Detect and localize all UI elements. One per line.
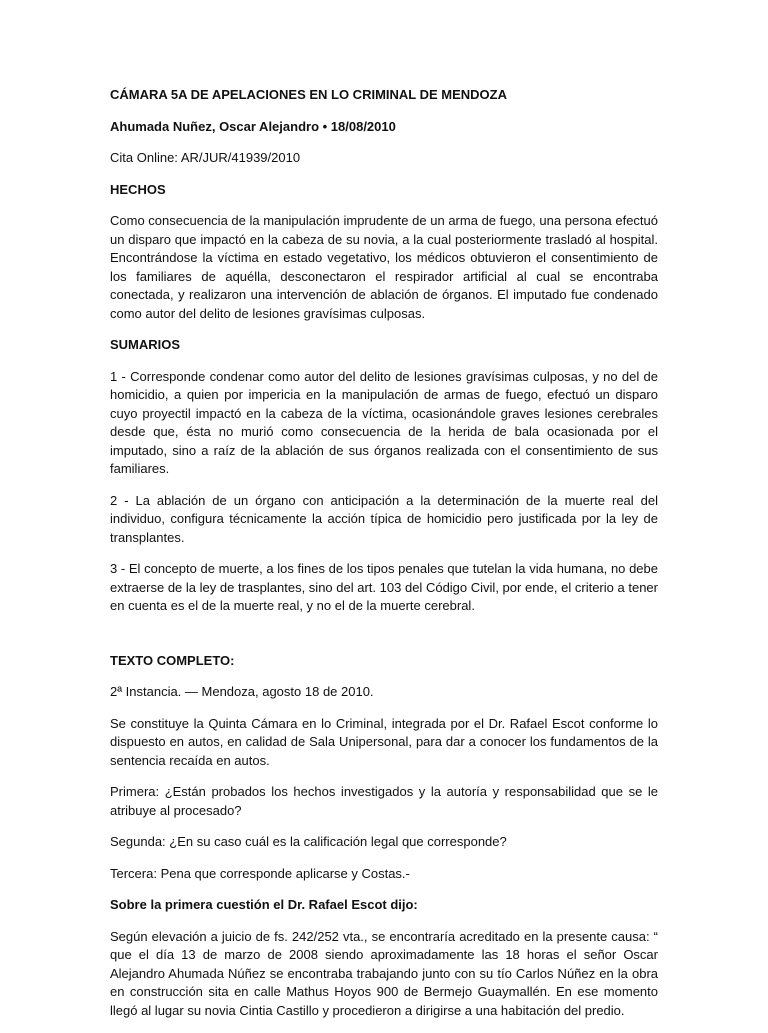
hechos-text: Como consecuencia de la manipulación imprudente de un arma de fuego, una persona efectuó un disparo que impactó en la cabeza de su novia, a la cual posteriormente trasladó al hospital. Encontrándose la víctima en estado vegetativo, los médicos obtuvieron el consentimiento de los familiares de aquélla, desconectaron el respirador artificial al cual se encontraba conectada, y realizaron una intervención de ablación de órganos. El imputado fue condenado como autor del delito de lesiones gravísimas culposas. <box>110 213 658 321</box>
sumario-item-1: 1 - Corresponde condenar como autor del delito de lesiones gravísimas culposas, y no del de homicidio, a quien por impericia en la manipulación de armas de fuego, efectuó un disparo cuyo proyectil impactó en la cabeza de la víctima, ocasionándole graves lesiones cerebrales desde que, ésta no murió como consecuencia de la herida de bala ocasionada por el imputado, sino a raíz de la ablación de sus órganos realizada con el consentimiento de sus familiares. <box>110 368 658 476</box>
sumario-item-2: 2 - La ablación de un órgano con anticipación a la determinación de la muerte real del individuo, configura técnicamente la acción típica de homicidio pero justificada por la ley de transplantes. <box>110 492 658 545</box>
citation: Cita Online: AR/JUR/41939/2010 <box>110 150 301 165</box>
case-title: Ahumada Nuñez, Oscar Alejandro • 18/08/2010 <box>110 118 396 134</box>
hechos-heading: HECHOS <box>110 181 166 197</box>
cuestion-heading: Sobre la primera cuestión el Dr. Rafael Escot dijo: <box>110 897 418 912</box>
sumario-item-3: 3 - El concepto de muerte, a los fines de los tipos penales que tutelan la vida humana, no debe extraerse de la ley de trasplantes, sino del art. 103 del Código Civil, por ende, el criterio a tener en cuenta es el de la muerte real, y no el de la muerte cerebral. <box>110 561 658 613</box>
instancia-line: 2ª Instancia. — Mendoza, agosto 18 de 2010. <box>110 684 374 699</box>
texto-completo-heading: TEXTO COMPLETO: <box>110 652 235 668</box>
question-tercera: Tercera: Pena que corresponde aplicarse y Costas.- <box>110 865 410 881</box>
sumarios-heading: SUMARIOS <box>110 337 181 352</box>
question-primera: Primera: ¿Están probados los hechos investigados y la autoría y responsabilidad que se le atribuye al procesado? <box>110 784 658 818</box>
elevacion-paragraph: Según elevación a juicio de fs. 242/252 vta., se encontraría acreditado en la presente causa: “ que el día 13 de marzo de 2008 siendo aproximadamente las 18 horas el señor Oscar Alejandro Ahumada Núñez se encontraba trabajando junto con su tío Carlos Núñez en la obra en construcción sita en calle Mathus Hoyos 900 de Bermejo Guaymallén. En ese momento llegó al lugar su novia Cintia Castillo y procedieron a dirigirse a una habitación del predio. <box>110 928 658 1018</box>
intro-paragraph: Se constituye la Quinta Cámara en lo Criminal, integrada por el Dr. Rafael Escot conforme lo dispuesto en autos, en calidad de Sala Unipersonal, para dar a conocer los fundamentos de la sentencia recaída en autos. <box>110 715 658 768</box>
question-segunda: Segunda: ¿En su caso cuál es la calificación legal que corresponde? <box>110 834 507 849</box>
court-title: CÁMARA 5A DE APELACIONES EN LO CRIMINAL DE MENDOZA <box>110 87 507 102</box>
document-page <box>110 86 658 1033</box>
